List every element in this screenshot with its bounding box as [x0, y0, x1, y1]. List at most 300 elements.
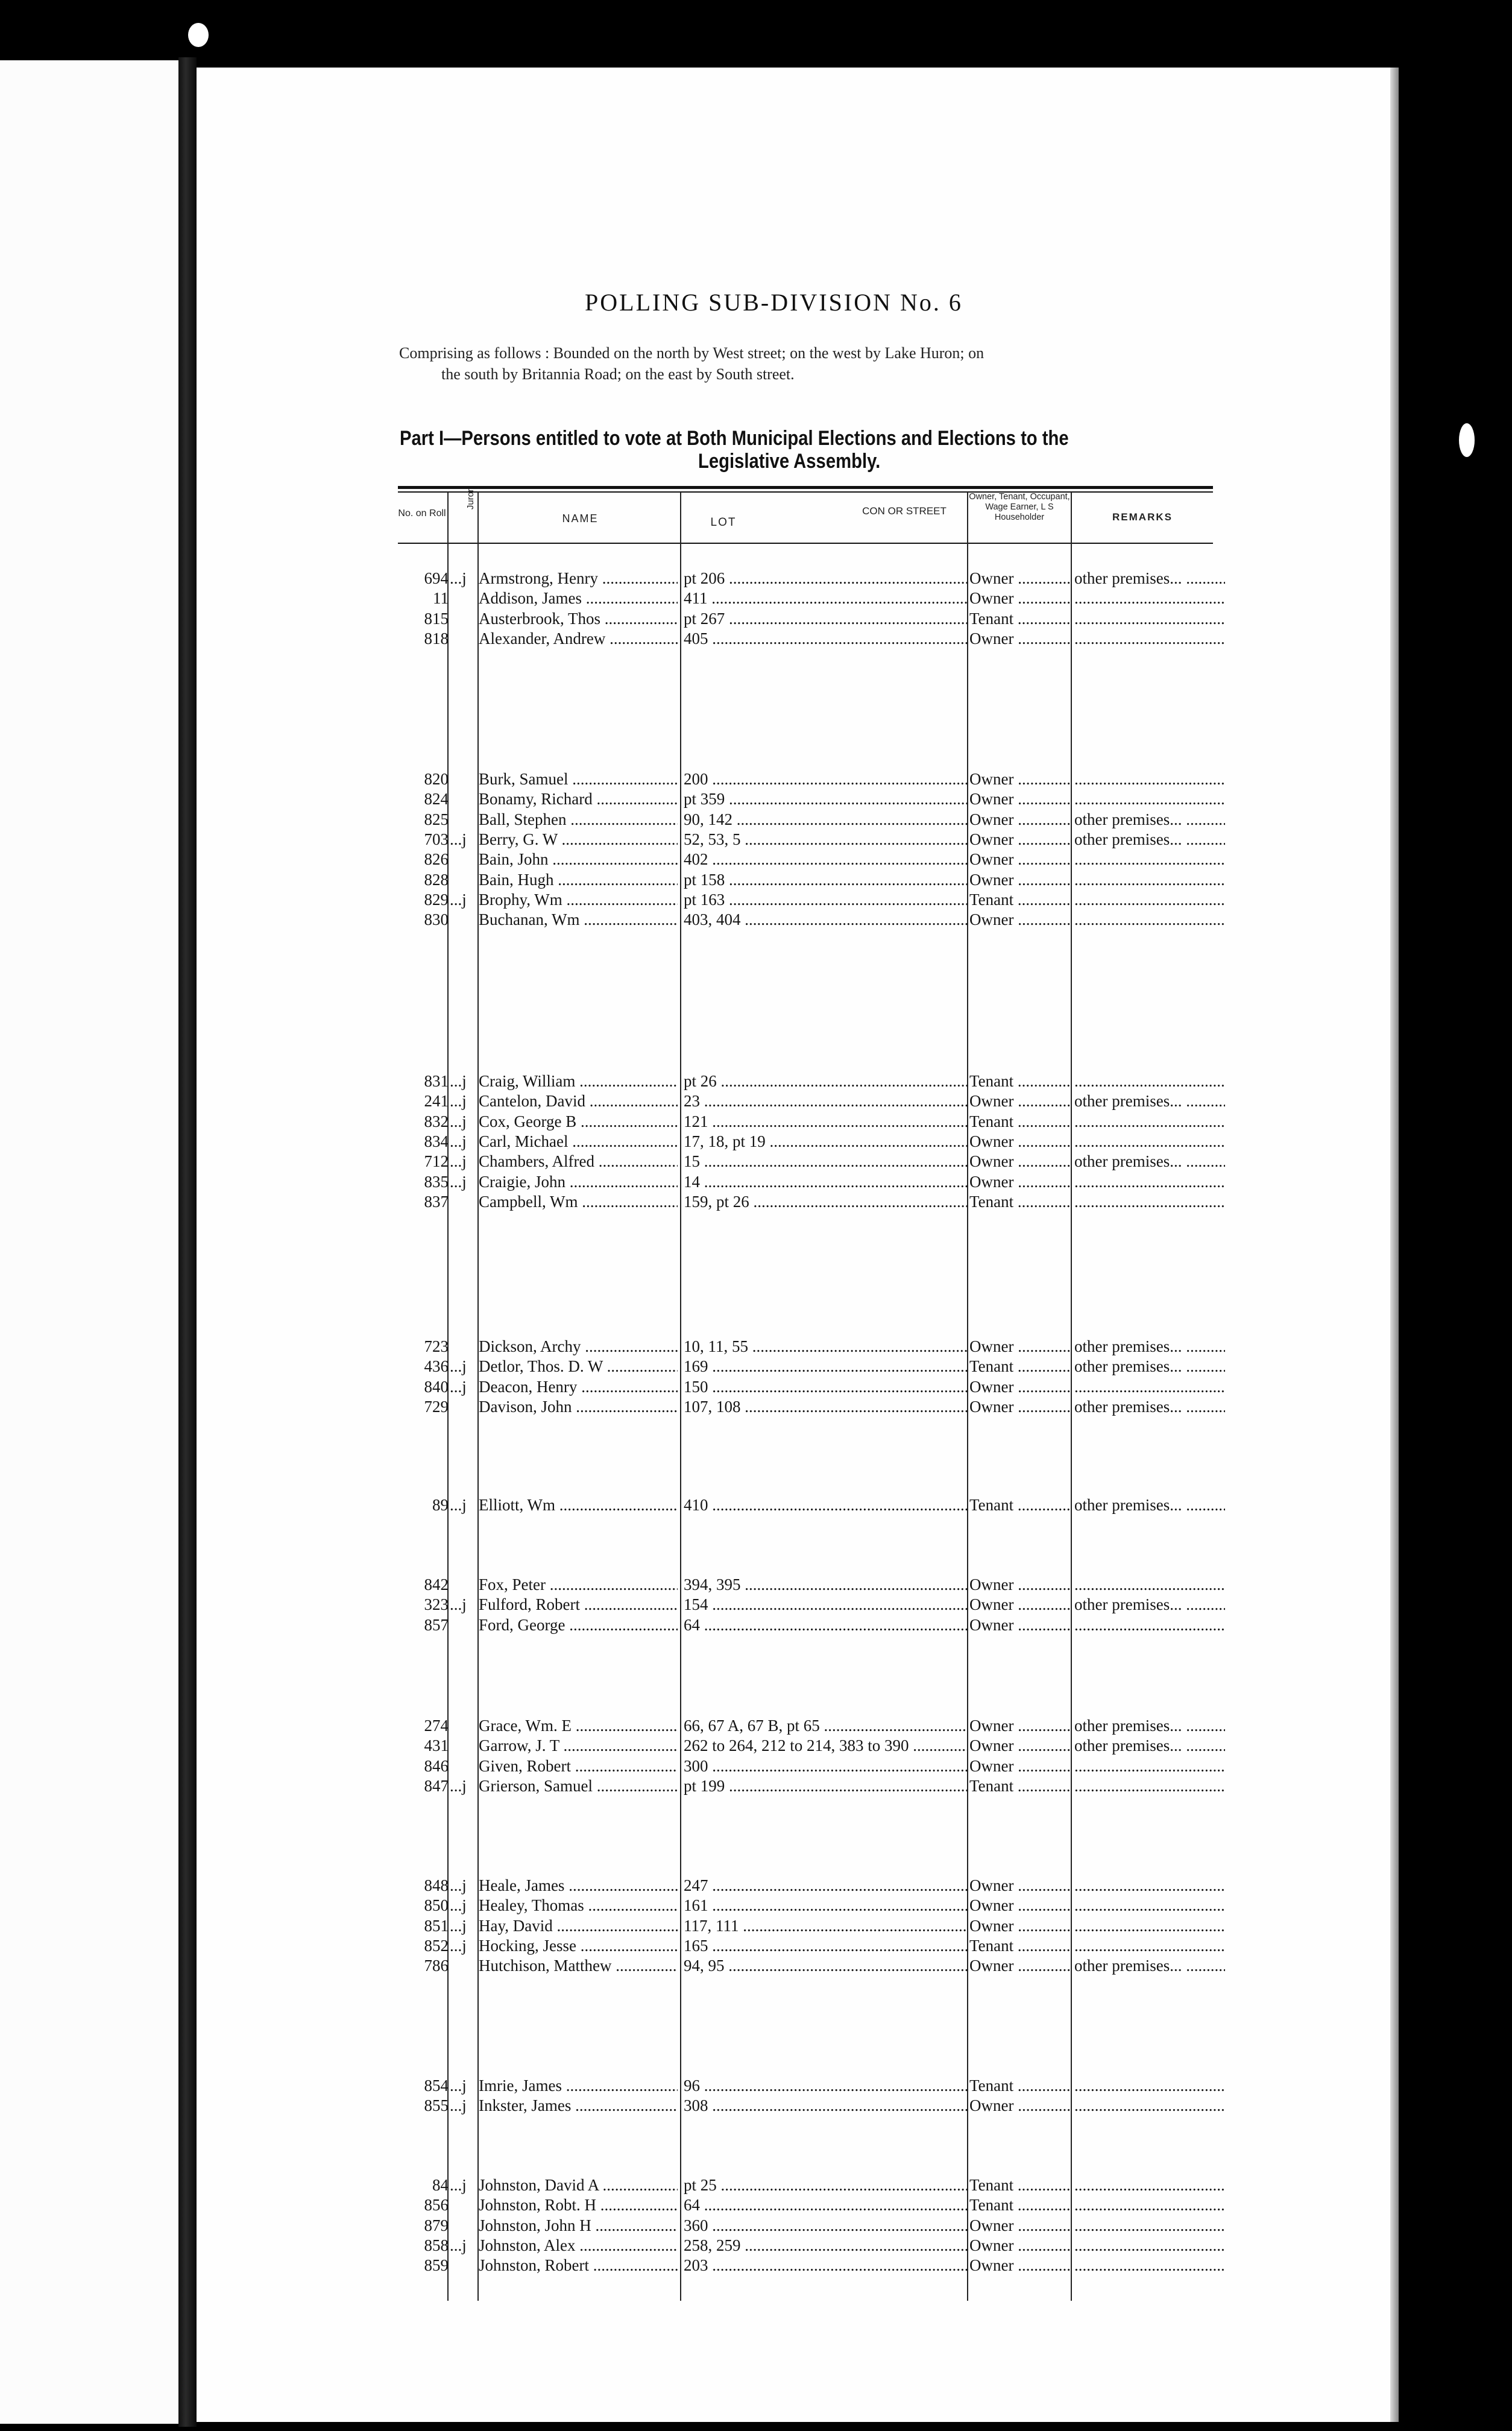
- voter-row: [0, 1956, 1512, 1976]
- roll-number: 835: [424, 1173, 449, 1191]
- holder-status: Owner .....: [969, 1916, 1072, 1936]
- voter-name: Alexander, Andrew .....: [479, 629, 678, 649]
- lot-number: 405 .....: [684, 629, 967, 649]
- lot-number: pt 199 .....: [684, 1776, 967, 1796]
- boundary-description-line1: Comprising as follows : Bounded on the north by West street; on the west by Lake Huron; on: [399, 344, 984, 362]
- lot-number: 200 .....: [684, 769, 967, 789]
- juror-mark: ...j: [450, 1496, 467, 1514]
- juror-mark: ...j: [450, 1112, 467, 1130]
- voter-name: Hay, David .....: [479, 1916, 678, 1936]
- voter-row: [0, 769, 1512, 789]
- voter-name: Austerbrook, Thos .....: [479, 609, 678, 629]
- holder-status: Tenant .....: [969, 2195, 1072, 2215]
- remarks-cell: [1074, 1112, 1225, 1132]
- voter-row: [0, 1377, 1512, 1397]
- roll-number: 859: [424, 2256, 449, 2274]
- juror-mark: ...j: [450, 1896, 467, 1914]
- voter-row: [0, 1091, 1512, 1111]
- remarks-cell: [1074, 629, 1225, 649]
- voter-name: Fulford, Robert .....: [479, 1595, 678, 1615]
- voter-name: Cox, George B .....: [479, 1112, 678, 1132]
- remarks-cell: [1074, 1377, 1225, 1397]
- roll-number: 11: [433, 589, 449, 607]
- holder-status: Tenant .....: [969, 1776, 1072, 1796]
- lot-number: pt 25 .....: [684, 2175, 967, 2195]
- holder-status: Owner .....: [969, 910, 1072, 930]
- juror-mark: ...j: [450, 2076, 467, 2095]
- voter-row: [0, 1595, 1512, 1615]
- voter-row: [0, 2256, 1512, 2275]
- holder-status: Owner .....: [969, 1152, 1072, 1171]
- holder-status: Owner .....: [969, 1736, 1072, 1756]
- lot-number: 117, 111 .....: [684, 1916, 967, 1936]
- roll-number: 824: [424, 790, 449, 808]
- remarks-cell: [1074, 1776, 1225, 1796]
- lot-number: pt 26 .....: [684, 1071, 967, 1091]
- holder-status: Tenant .....: [969, 1112, 1072, 1132]
- holder-status: Tenant .....: [969, 1192, 1072, 1212]
- voter-name: Hocking, Jesse .....: [479, 1936, 678, 1956]
- remarks-cell: [1074, 1896, 1225, 1915]
- voter-row: [0, 1152, 1512, 1171]
- voter-name: Healey, Thomas .....: [479, 1896, 678, 1915]
- roll-number: 830: [424, 910, 449, 929]
- lot-number: 14 .....: [684, 1172, 967, 1192]
- juror-mark: ...j: [450, 2176, 467, 2194]
- voter-row: [0, 629, 1512, 649]
- roll-number: 857: [424, 1616, 449, 1634]
- juror-mark: ...j: [450, 2236, 467, 2254]
- holder-status: Owner .....: [969, 1337, 1072, 1357]
- part-heading-line2: Legislative Assembly.: [698, 450, 881, 473]
- voter-name: Deacon, Henry .....: [479, 1377, 678, 1397]
- lot-number: 90, 142 .....: [684, 810, 967, 830]
- remarks-cell: [1074, 2096, 1225, 2116]
- lot-number: pt 267 .....: [684, 609, 967, 629]
- voter-row: [0, 830, 1512, 850]
- holder-status: Owner .....: [969, 1397, 1072, 1417]
- remarks-cell: other premises... .....: [1074, 1091, 1225, 1111]
- voter-name: Chambers, Alfred .....: [479, 1152, 678, 1171]
- roll-number: 84: [432, 2176, 449, 2194]
- roll-number: 274: [424, 1717, 449, 1735]
- voter-name: Fox, Peter .....: [479, 1575, 678, 1595]
- remarks-cell: [1074, 2256, 1225, 2275]
- remarks-cell: [1074, 1575, 1225, 1595]
- holder-status: Tenant .....: [969, 890, 1072, 910]
- remarks-cell: [1074, 890, 1225, 910]
- voter-name: Grace, Wm. E .....: [479, 1716, 678, 1736]
- roll-number: 848: [424, 1876, 449, 1894]
- lot-number: 161 .....: [684, 1896, 967, 1915]
- voter-name: Addison, James .....: [479, 588, 678, 608]
- juror-mark: ...j: [450, 1072, 467, 1090]
- remarks-cell: other premises... .....: [1074, 1736, 1225, 1756]
- remarks-cell: [1074, 1172, 1225, 1192]
- holder-status: Owner .....: [969, 1091, 1072, 1111]
- lot-number: 300 .....: [684, 1756, 967, 1776]
- column-header-juror: [453, 488, 477, 541]
- remarks-cell: other premises... .....: [1074, 569, 1225, 588]
- juror-mark: ...j: [450, 830, 467, 848]
- voter-row: [0, 2076, 1512, 2096]
- voter-name: Burk, Samuel .....: [479, 769, 678, 789]
- voter-name: Detlor, Thos. D. W .....: [479, 1357, 678, 1376]
- lot-number: 17, 18, pt 19 .....: [684, 1132, 967, 1152]
- lot-number: 411 .....: [684, 588, 967, 608]
- table-top-rule: [398, 486, 1213, 489]
- holder-status: Owner .....: [969, 1956, 1072, 1976]
- voter-name: Craigie, John .....: [479, 1172, 678, 1192]
- voter-name: Campbell, Wm .....: [479, 1192, 678, 1212]
- roll-number: 852: [424, 1937, 449, 1955]
- remarks-cell: [1074, 1756, 1225, 1776]
- voter-row: [0, 789, 1512, 809]
- remarks-cell: [1074, 789, 1225, 809]
- holder-status: Owner .....: [969, 1615, 1072, 1635]
- voter-name: Bain, John .....: [479, 850, 678, 869]
- lot-number: 96 .....: [684, 2076, 967, 2096]
- juror-mark: ...j: [450, 569, 467, 587]
- juror-mark: ...j: [450, 1876, 467, 1894]
- voter-name: Craig, William .....: [479, 1071, 678, 1091]
- holder-status: Owner .....: [969, 789, 1072, 809]
- remarks-cell: [1074, 2175, 1225, 2195]
- juror-mark: ...j: [450, 1937, 467, 1955]
- juror-mark: ...j: [450, 891, 467, 909]
- remarks-cell: other premises... .....: [1074, 1357, 1225, 1376]
- holder-status: Owner .....: [969, 769, 1072, 789]
- lot-number: 94, 95 .....: [684, 1956, 967, 1976]
- remarks-cell: [1074, 2195, 1225, 2215]
- page-edge-shadow: [1390, 68, 1399, 2422]
- lot-number: 247 .....: [684, 1876, 967, 1896]
- roll-number: 436: [424, 1357, 449, 1375]
- holder-status: Owner .....: [969, 2096, 1072, 2116]
- column-header-name: NAME: [562, 512, 599, 525]
- voter-row: [0, 1916, 1512, 1936]
- voter-row: [0, 910, 1512, 930]
- holder-status: Owner .....: [969, 850, 1072, 869]
- lot-number: 23 .....: [684, 1091, 967, 1111]
- voter-name: Imrie, James .....: [479, 2076, 678, 2096]
- remarks-cell: [1074, 870, 1225, 890]
- voter-name: Buchanan, Wm .....: [479, 910, 678, 930]
- voter-row: [0, 2175, 1512, 2195]
- remarks-cell: [1074, 1615, 1225, 1635]
- lot-number: 394, 395 .....: [684, 1575, 967, 1595]
- voter-name: Ball, Stephen .....: [479, 810, 678, 830]
- holder-status: Owner .....: [969, 2256, 1072, 2275]
- holder-status: Owner .....: [969, 1172, 1072, 1192]
- voter-row: [0, 1615, 1512, 1635]
- voter-row: [0, 1172, 1512, 1192]
- holder-status: Owner .....: [969, 830, 1072, 850]
- holder-status: Tenant .....: [969, 609, 1072, 629]
- holder-status: Tenant .....: [969, 1936, 1072, 1956]
- roll-number: 729: [424, 1398, 449, 1416]
- voter-name: Johnston, John H .....: [479, 2216, 678, 2236]
- voter-name: Brophy, Wm .....: [479, 890, 678, 910]
- voter-row: [0, 2236, 1512, 2256]
- roll-number: 825: [424, 810, 449, 828]
- lot-number: 64 .....: [684, 1615, 967, 1635]
- voter-row: [0, 1397, 1512, 1417]
- voter-row: [0, 588, 1512, 608]
- roll-number: 837: [424, 1193, 449, 1211]
- juror-mark: ...j: [450, 1777, 467, 1795]
- remarks-cell: [1074, 609, 1225, 629]
- holder-status: Tenant .....: [969, 1357, 1072, 1376]
- voter-row: [0, 2096, 1512, 2116]
- holder-status: Owner .....: [969, 629, 1072, 649]
- voter-name: Grierson, Samuel .....: [479, 1776, 678, 1796]
- roll-number: 850: [424, 1896, 449, 1914]
- lot-number: 308 .....: [684, 2096, 967, 2116]
- roll-number: 89: [432, 1496, 449, 1514]
- roll-number: 694: [424, 569, 449, 587]
- remarks-cell: [1074, 910, 1225, 930]
- voter-row: [0, 1192, 1512, 1212]
- roll-number: 854: [424, 2076, 449, 2095]
- roll-number: 828: [424, 871, 449, 889]
- voter-name: Cantelon, David .....: [479, 1091, 678, 1111]
- remarks-cell: [1074, 850, 1225, 869]
- roll-number: 840: [424, 1378, 449, 1396]
- juror-mark: ...j: [450, 1595, 467, 1613]
- page-title: POLLING SUB-DIVISION No. 6: [585, 289, 963, 316]
- lot-number: 15 .....: [684, 1152, 967, 1171]
- holder-status: Tenant .....: [969, 2175, 1072, 2195]
- roll-number: 241: [424, 1092, 449, 1110]
- voter-name: Armstrong, Henry .....: [479, 569, 678, 588]
- lot-number: 169 .....: [684, 1357, 967, 1376]
- remarks-cell: other premises... .....: [1074, 1397, 1225, 1417]
- holder-status: Owner .....: [969, 1756, 1072, 1776]
- lot-number: pt 158 .....: [684, 870, 967, 890]
- remarks-cell: [1074, 1876, 1225, 1896]
- lot-number: 360 .....: [684, 2216, 967, 2236]
- voter-name: Berry, G. W .....: [479, 830, 678, 850]
- roll-number: 858: [424, 2236, 449, 2254]
- scan-speck: [1459, 423, 1475, 457]
- lot-number: 121 .....: [684, 1112, 967, 1132]
- table-top-rule-thin: [398, 491, 1213, 493]
- roll-number: 826: [424, 850, 449, 868]
- voter-row: [0, 1071, 1512, 1091]
- remarks-cell: [1074, 2216, 1225, 2236]
- voter-name: Johnston, Robt. H .....: [479, 2195, 678, 2215]
- roll-number: 703: [424, 830, 449, 848]
- voter-row: [0, 850, 1512, 869]
- juror-mark: ...j: [450, 1132, 467, 1150]
- voter-row: [0, 2216, 1512, 2236]
- lot-number: 165 .....: [684, 1936, 967, 1956]
- holder-status: Tenant .....: [969, 2076, 1072, 2096]
- juror-mark: ...j: [450, 1173, 467, 1191]
- voter-row: [0, 1112, 1512, 1132]
- voter-name: Heale, James .....: [479, 1876, 678, 1896]
- roll-number: 879: [424, 2216, 449, 2234]
- remarks-cell: [1074, 1936, 1225, 1956]
- voter-row: [0, 1337, 1512, 1357]
- column-header-juror-text: Juror: [465, 488, 476, 510]
- column-header-owner-tenant: Owner, Tenant, Occupant, Wage Earner, L S Householder: [969, 492, 1070, 522]
- remarks-cell: [1074, 2236, 1225, 2256]
- voter-name: Hutchison, Matthew .....: [479, 1956, 678, 1976]
- remarks-cell: other premises... .....: [1074, 1337, 1225, 1357]
- voter-row: [0, 1776, 1512, 1796]
- holder-status: Owner .....: [969, 870, 1072, 890]
- holder-status: Owner .....: [969, 1896, 1072, 1915]
- book-gutter: [178, 57, 197, 2427]
- holder-status: Owner .....: [969, 588, 1072, 608]
- voter-name: Carl, Michael .....: [479, 1132, 678, 1152]
- remarks-cell: [1074, 1132, 1225, 1152]
- juror-mark: ...j: [450, 1378, 467, 1396]
- voter-row: [0, 1896, 1512, 1915]
- voter-name: Given, Robert .....: [479, 1756, 678, 1776]
- voters-list-page: [197, 68, 1390, 2422]
- remarks-cell: other premises... .....: [1074, 1495, 1225, 1515]
- roll-number: 855: [424, 2096, 449, 2114]
- juror-mark: ...j: [450, 1152, 467, 1170]
- voter-row: [0, 1575, 1512, 1595]
- voter-row: [0, 810, 1512, 830]
- voter-name: Garrow, J. T .....: [479, 1736, 678, 1756]
- roll-number: 831: [424, 1072, 449, 1090]
- voter-row: [0, 1936, 1512, 1956]
- juror-mark: ...j: [450, 1917, 467, 1935]
- voter-row: [0, 1736, 1512, 1756]
- juror-mark: ...j: [450, 1092, 467, 1110]
- voter-row: [0, 870, 1512, 890]
- voter-name: Davison, John .....: [479, 1397, 678, 1417]
- roll-number: 829: [424, 891, 449, 909]
- remarks-cell: other premises... .....: [1074, 1595, 1225, 1615]
- lot-number: 66, 67 A, 67 B, pt 65 .....: [684, 1716, 967, 1736]
- voter-row: [0, 1716, 1512, 1736]
- holder-status: Owner .....: [969, 569, 1072, 588]
- juror-mark: ...j: [450, 1357, 467, 1375]
- holder-status: Owner .....: [969, 810, 1072, 830]
- remarks-cell: [1074, 1192, 1225, 1212]
- roll-number: 834: [424, 1132, 449, 1150]
- voter-row: [0, 1876, 1512, 1896]
- holder-status: Owner .....: [969, 1377, 1072, 1397]
- remarks-cell: other premises... .....: [1074, 1956, 1225, 1976]
- lot-number: 154 .....: [684, 1595, 967, 1615]
- juror-mark: ...j: [450, 2096, 467, 2114]
- roll-number: 815: [424, 610, 449, 628]
- lot-number: 262 to 264, 212 to 214, 383 to 390 .....: [684, 1736, 967, 1756]
- voter-row: [0, 2195, 1512, 2215]
- lot-number: pt 206 .....: [684, 569, 967, 588]
- boundary-description-line2: the south by Britannia Road; on the east by South street.: [441, 365, 795, 383]
- remarks-cell: other premises... .....: [1074, 1152, 1225, 1171]
- lot-number: 203 .....: [684, 2256, 967, 2275]
- voter-name: Ford, George .....: [479, 1615, 678, 1635]
- remarks-cell: [1074, 2076, 1225, 2096]
- roll-number: 431: [424, 1736, 449, 1755]
- voter-name: Dickson, Archy .....: [479, 1337, 678, 1357]
- lot-number: 403, 404 .....: [684, 910, 967, 930]
- remarks-cell: [1074, 1071, 1225, 1091]
- voter-row: [0, 1756, 1512, 1776]
- voter-row: [0, 569, 1512, 588]
- remarks-cell: other premises... .....: [1074, 810, 1225, 830]
- voter-name: Inkster, James .....: [479, 2096, 678, 2116]
- roll-number: 712: [424, 1152, 449, 1170]
- roll-number: 856: [424, 2196, 449, 2214]
- table-header-rule: [398, 543, 1213, 544]
- roll-number: 820: [424, 770, 449, 788]
- column-header-remarks: REMARKS: [1112, 511, 1173, 523]
- scan-speck: [188, 23, 209, 47]
- holder-status: Owner .....: [969, 1716, 1072, 1736]
- holder-status: Tenant .....: [969, 1071, 1072, 1091]
- voter-row: [0, 1132, 1512, 1152]
- column-header-con-or-street: CON OR STREET: [862, 505, 947, 517]
- roll-number: 323: [424, 1595, 449, 1613]
- holder-status: Owner .....: [969, 1876, 1072, 1896]
- holder-status: Tenant .....: [969, 1495, 1072, 1515]
- remarks-cell: other premises... .....: [1074, 1716, 1225, 1736]
- roll-number: 847: [424, 1777, 449, 1795]
- remarks-cell: [1074, 588, 1225, 608]
- column-header-lot: LOT: [710, 516, 737, 529]
- remarks-cell: other premises... .....: [1074, 830, 1225, 850]
- voter-row: [0, 1495, 1512, 1515]
- holder-status: Owner .....: [969, 2236, 1072, 2256]
- lot-number: pt 163 .....: [684, 890, 967, 910]
- voter-name: Johnston, Robert .....: [479, 2256, 678, 2275]
- voter-name: Elliott, Wm .....: [479, 1495, 678, 1515]
- holder-status: Owner .....: [969, 1132, 1072, 1152]
- voter-name: Johnston, David A .....: [479, 2175, 678, 2195]
- voter-name: Bonamy, Richard .....: [479, 789, 678, 809]
- voter-name: Bain, Hugh .....: [479, 870, 678, 890]
- remarks-cell: [1074, 769, 1225, 789]
- roll-number: 723: [424, 1337, 449, 1355]
- holder-status: Owner .....: [969, 1595, 1072, 1615]
- roll-number: 851: [424, 1917, 449, 1935]
- holder-status: Owner .....: [969, 1575, 1072, 1595]
- voter-row: [0, 609, 1512, 629]
- voter-name: Johnston, Alex .....: [479, 2236, 678, 2256]
- lot-number: 402 .....: [684, 850, 967, 869]
- lot-number: 150 .....: [684, 1377, 967, 1397]
- lot-number: pt 359 .....: [684, 789, 967, 809]
- part-heading-line1: Part I—Persons entitled to vote at Both Municipal Elections and Elections to the: [400, 427, 1069, 450]
- holder-status: Owner .....: [969, 2216, 1072, 2236]
- remarks-cell: [1074, 1916, 1225, 1936]
- lot-number: 52, 53, 5 .....: [684, 830, 967, 850]
- lot-number: 258, 259 .....: [684, 2236, 967, 2256]
- facing-page: [0, 60, 178, 2424]
- column-header-no-on-roll: No. on Roll: [398, 508, 446, 519]
- voter-row: [0, 1357, 1512, 1376]
- roll-number: 842: [424, 1575, 449, 1594]
- voter-row: [0, 890, 1512, 910]
- lot-number: 107, 108 .....: [684, 1397, 967, 1417]
- lot-number: 64 .....: [684, 2195, 967, 2215]
- roll-number: 786: [424, 1956, 449, 1975]
- roll-number: 832: [424, 1112, 449, 1130]
- lot-number: 10, 11, 55 .....: [684, 1337, 967, 1357]
- roll-number: 846: [424, 1757, 449, 1775]
- roll-number: 818: [424, 629, 449, 648]
